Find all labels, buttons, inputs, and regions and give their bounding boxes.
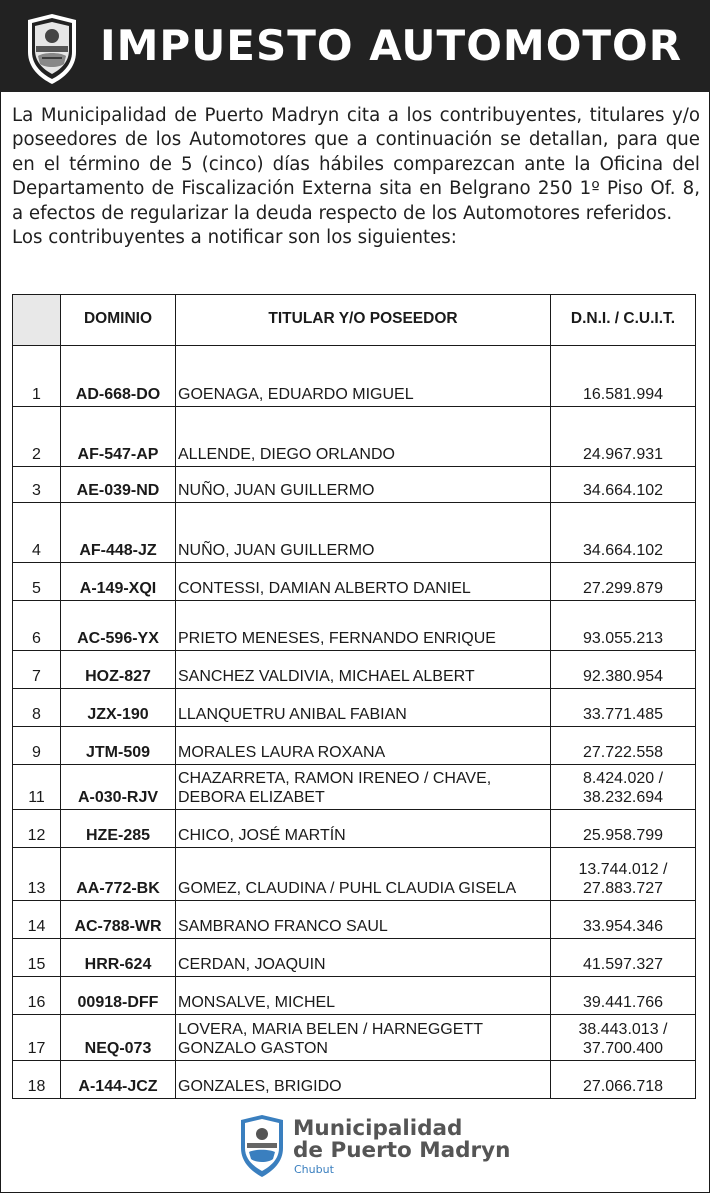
row-titular: SAMBRANO FRANCO SAUL xyxy=(176,901,551,939)
header-number xyxy=(13,295,61,346)
row-titular: LOVERA, MARIA BELEN / HARNEGGETT GONZALO GASTON xyxy=(176,1015,551,1061)
footer-municipality-name xyxy=(293,1118,510,1162)
row-number: 17 xyxy=(13,1015,61,1061)
table-row xyxy=(13,689,696,727)
header-dni: D.N.I. / C.U.I.T. xyxy=(551,295,696,346)
row-dni: 27.066.718 xyxy=(551,1061,696,1099)
row-titular: NUÑO, JUAN GUILLERMO xyxy=(176,467,551,503)
table-row xyxy=(13,939,696,977)
row-titular: SANCHEZ VALDIVIA, MICHAEL ALBERT xyxy=(176,651,551,689)
row-dominio: HOZ-827 xyxy=(61,651,176,689)
row-number: 7 xyxy=(13,651,61,689)
row-dominio: 00918-DFF xyxy=(61,977,176,1015)
row-dominio: AE-039-ND xyxy=(61,467,176,503)
row-dni: 13.744.012 / 27.883.727 xyxy=(551,848,696,901)
row-dominio: HRR-624 xyxy=(61,939,176,977)
row-dominio: HZE-285 xyxy=(61,810,176,848)
row-dni: 25.958.799 xyxy=(551,810,696,848)
row-number: 18 xyxy=(13,1061,61,1099)
row-number: 4 xyxy=(13,503,61,563)
row-dni: 27.722.558 xyxy=(551,727,696,765)
table-row xyxy=(13,765,696,810)
row-number: 1 xyxy=(13,346,61,407)
municipal-crest-icon xyxy=(237,1114,287,1178)
row-dni: 92.380.954 xyxy=(551,651,696,689)
row-dni: 41.597.327 xyxy=(551,939,696,977)
taxpayer-table xyxy=(12,294,696,1099)
intro-text xyxy=(12,104,700,250)
table-body xyxy=(13,346,696,1099)
row-titular: NUÑO, JUAN GUILLERMO xyxy=(176,503,551,563)
row-dni: 34.664.102 xyxy=(551,467,696,503)
header-bar xyxy=(0,0,710,92)
row-dominio: AC-788-WR xyxy=(61,901,176,939)
row-dominio: A-030-RJV xyxy=(61,765,176,810)
row-number: 8 xyxy=(13,689,61,727)
municipal-crest-icon xyxy=(22,12,82,86)
table-row xyxy=(13,810,696,848)
row-number: 16 xyxy=(13,977,61,1015)
table-row xyxy=(13,1061,696,1099)
footer-name-line1: Municipalidad xyxy=(293,1116,463,1141)
table-row xyxy=(13,651,696,689)
row-titular: GONZALES, BRIGIDO xyxy=(176,1061,551,1099)
table-row xyxy=(13,1015,696,1061)
footer-province: Chubut xyxy=(294,1163,334,1176)
row-titular: GOMEZ, CLAUDINA / PUHL CLAUDIA GISELA xyxy=(176,848,551,901)
table-row xyxy=(13,503,696,563)
table-row xyxy=(13,601,696,651)
intro-paragraph: La Municipalidad de Puerto Madryn cita a los contribuyentes, titulares y/o poseedores de los Automotores que a continuación se detallan, para que en el término de 5 (cinco) días hábiles comparezcan ante la Oficina del Departamento de Fiscalización Externa sita en Belgrano 250 1º Piso Of. 8, a efectos de regularizar la deuda respecto de los Automotores referidos. xyxy=(12,105,700,224)
row-dni: 33.771.485 xyxy=(551,689,696,727)
row-titular: MONSALVE, MICHEL xyxy=(176,977,551,1015)
row-dominio: AF-547-AP xyxy=(61,407,176,467)
row-number: 13 xyxy=(13,848,61,901)
row-titular: GOENAGA, EDUARDO MIGUEL xyxy=(176,346,551,407)
table-header-row xyxy=(13,295,696,346)
table-row xyxy=(13,848,696,901)
row-number: 9 xyxy=(13,727,61,765)
row-dni: 27.299.879 xyxy=(551,563,696,601)
table-row xyxy=(13,346,696,407)
row-titular: PRIETO MENESES, FERNANDO ENRIQUE xyxy=(176,601,551,651)
row-dni: 8.424.020 / 38.232.694 xyxy=(551,765,696,810)
row-titular: CHICO, JOSÉ MARTÍN xyxy=(176,810,551,848)
row-titular: LLANQUETRU ANIBAL FABIAN xyxy=(176,689,551,727)
row-dni: 39.441.766 xyxy=(551,977,696,1015)
row-titular: CONTESSI, DAMIAN ALBERTO DANIEL xyxy=(176,563,551,601)
row-number: 15 xyxy=(13,939,61,977)
table-row xyxy=(13,727,696,765)
row-dni: 38.443.013 / 37.700.400 xyxy=(551,1015,696,1061)
row-titular: CERDAN, JOAQUIN xyxy=(176,939,551,977)
row-number: 11 xyxy=(13,765,61,810)
row-dominio: A-144-JCZ xyxy=(61,1061,176,1099)
row-dominio: NEQ-073 xyxy=(61,1015,176,1061)
row-number: 14 xyxy=(13,901,61,939)
header-titular: TITULAR Y/O POSEEDOR xyxy=(176,295,551,346)
row-number: 5 xyxy=(13,563,61,601)
footer-name-line2: de Puerto Madryn xyxy=(293,1138,511,1163)
table-row xyxy=(13,407,696,467)
row-dominio: A-149-XQI xyxy=(61,563,176,601)
row-titular: MORALES LAURA ROXANA xyxy=(176,727,551,765)
table-row xyxy=(13,563,696,601)
row-number: 6 xyxy=(13,601,61,651)
row-dni: 93.055.213 xyxy=(551,601,696,651)
table-row xyxy=(13,467,696,503)
row-dominio: AF-448-JZ xyxy=(61,503,176,563)
table-row xyxy=(13,901,696,939)
row-dominio: AC-596-YX xyxy=(61,601,176,651)
row-number: 3 xyxy=(13,467,61,503)
row-dni: 33.954.346 xyxy=(551,901,696,939)
row-titular: ALLENDE, DIEGO ORLANDO xyxy=(176,407,551,467)
table-row xyxy=(13,977,696,1015)
row-titular: CHAZARRETA, RAMON IRENEO / CHAVE, DEBORA ELIZABET xyxy=(176,765,551,810)
header-dominio: DOMINIO xyxy=(61,295,176,346)
row-dni: 24.967.931 xyxy=(551,407,696,467)
row-dominio: AA-772-BK xyxy=(61,848,176,901)
row-dominio: JTM-509 xyxy=(61,727,176,765)
row-dominio: JZX-190 xyxy=(61,689,176,727)
intro-lead-in: Los contribuyentes a notificar son los siguientes: xyxy=(12,227,457,249)
row-dni: 16.581.994 xyxy=(551,346,696,407)
row-number: 2 xyxy=(13,407,61,467)
page-title: IMPUESTO AUTOMOTOR xyxy=(100,21,683,70)
row-dominio: AD-668-DO xyxy=(61,346,176,407)
row-number: 12 xyxy=(13,810,61,848)
row-dni: 34.664.102 xyxy=(551,503,696,563)
